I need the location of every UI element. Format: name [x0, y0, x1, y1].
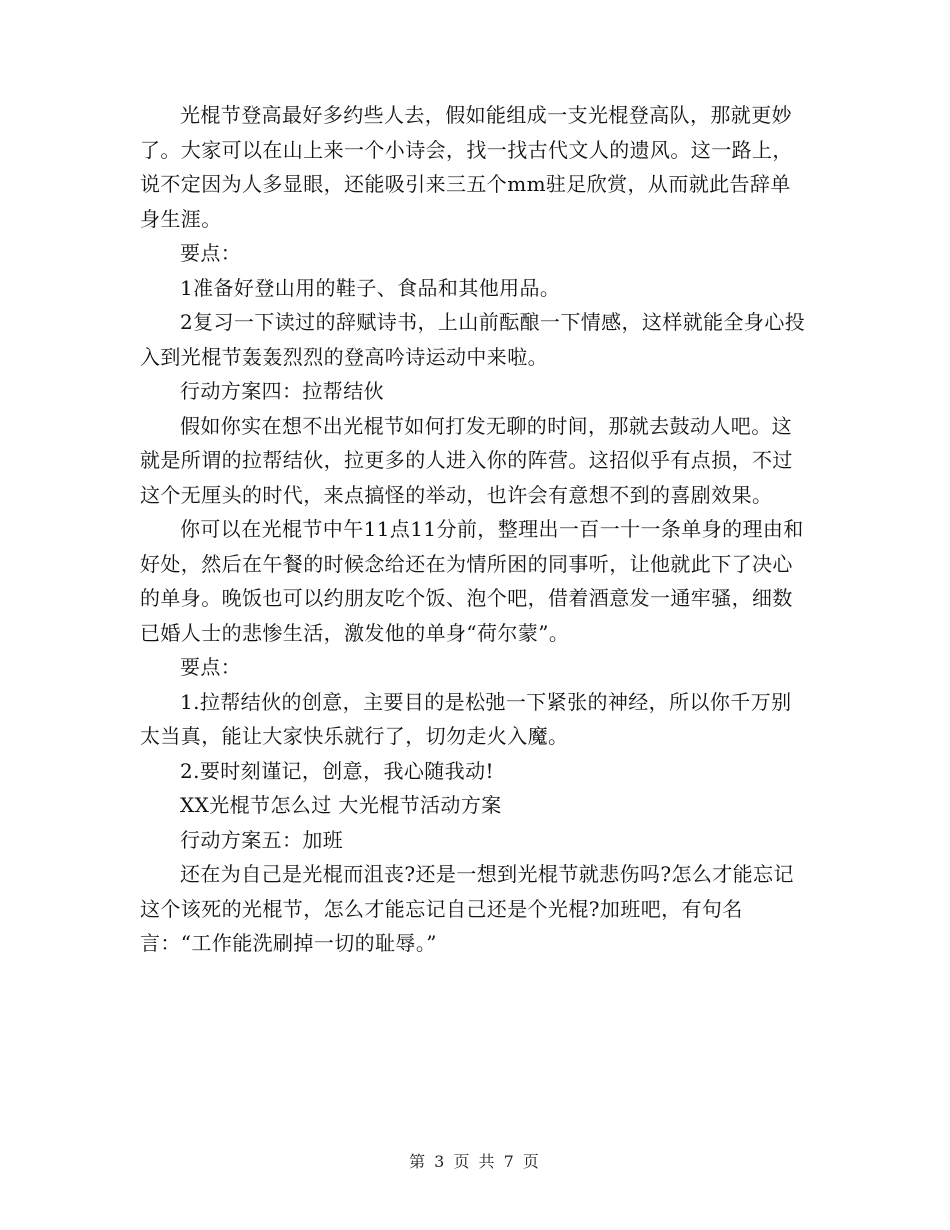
- document-body: [140, 98, 810, 961]
- paragraph-key-points-heading: 要点：: [180, 241, 242, 265]
- paragraph-plan-four-heading: 行动方案四：拉帮结伙: [180, 379, 384, 403]
- paragraph-point-2b: 2.要时刻谨记，创意，我心随我动!: [180, 758, 494, 783]
- paragraph-subtitle: XX光棍节怎么过 大光棍节活动方案: [180, 793, 502, 817]
- paragraph-point-1b: 1.拉帮结伙的创意，主要目的是松弛一下紧张的神经，所以你千万别太当真，能让大家快乐就行了，切勿走火入魔。: [140, 689, 792, 748]
- paragraph-plan-four-detail: 你可以在光棍节中午11点11分前，整理出一百一十一条单身的理由和好处，然后在午餐的时候念给还在为情所困的同事听，让他就此下了决心的单身。晚饭也可以约朋友吃个饭、泡个吧，借着酒意发一通牢骚，细数已婚人士的悲惨生活，激发他的单身“荷尔蒙”。: [140, 517, 804, 645]
- paragraph-plan-four-intro: 假如你实在想不出光棍节如何打发无聊的时间，那就去鼓动人吧。这就是所谓的拉帮结伙，拉更多的人进入你的阵营。这招似乎有点损，不过这个无厘头的时代，来点搞怪的举动，也许会有意想不到的喜剧效果。: [140, 413, 793, 507]
- page-number-footer: 第 3 页 共 7 页: [409, 1152, 541, 1171]
- paragraph-key-points-heading-2: 要点：: [180, 655, 242, 679]
- paragraph-point-1: 1准备好登山用的鞋子、食品和其他用品。: [180, 275, 561, 300]
- paragraph-climbing-team: 光棍节登高最好多约些人去，假如能组成一支光棍登高队，那就更妙了。大家可以在山上来一个小诗会，找一找古代文人的遗风。这一路上，说不定因为人多显眼，还能吸引来三五个mm驻足欣赏，从而就此告辞单身生涯。: [140, 103, 793, 231]
- paragraph-plan-five-heading: 行动方案五：加班: [180, 827, 344, 852]
- paragraph-point-2: 2复习一下读过的辞赋诗书，上山前酝酿一下情感，这样就能全身心投入到光棍节轰轰烈烈的登高吟诗运动中来啦。: [140, 310, 806, 369]
- paragraph-plan-five-intro: 还在为自己是光棍而沮丧?还是一想到光棍节就悲伤吗?怎么才能忘记这个该死的光棍节，怎么才能忘记自己还是个光棍?加班吧，有句名言：“工作能洗刷掉一切的耻辱。”: [140, 862, 794, 955]
